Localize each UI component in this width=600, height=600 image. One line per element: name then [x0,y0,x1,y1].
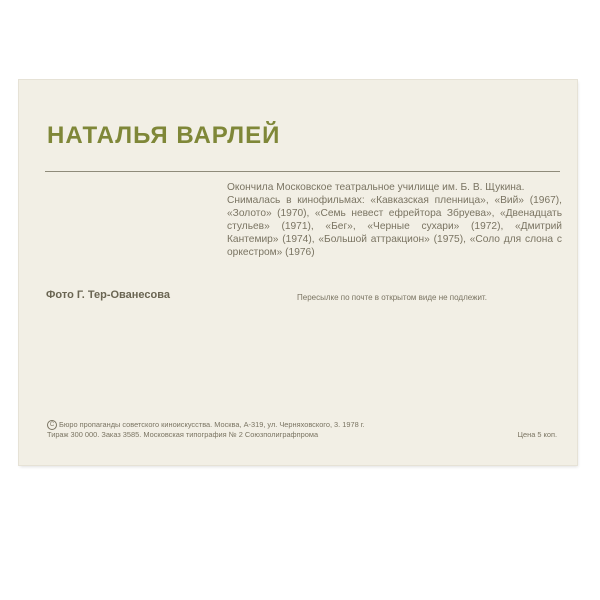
card-title: НАТАЛЬЯ ВАРЛЕЙ [47,122,281,149]
publisher-imprint [47,420,567,440]
postcard-back [19,80,577,465]
biography-text [227,181,562,259]
price-label: Цена 5 коп. [517,430,557,440]
copyright-icon: C [47,420,57,430]
divider-line [45,171,560,172]
imprint-print-text: Тираж 300 000. Заказ 3585. Московская типография № 2 Союзполиграфпрома [47,430,319,440]
imprint-line-print [47,430,567,440]
photo-credit: Фото Г. Тер-Ованесова [46,289,170,301]
biography-education: Окончила Московское театральное училище им. Б. В. Щукина. [227,182,525,193]
postal-note: Пересылке по почте в открытом виде не подлежит. [297,293,487,302]
imprint-line-publisher [47,420,567,430]
biography-filmography: Снималась в кинофильмах: «Кавказская пленница», «Вий» (1967), «Золото» (1970), «Семь невест ефрейтора Збруева», «Двенадцать стульев» (1971), «Бег», «Черные сухари» (1972), «Дмитрий Кантемир» (1974), «Большой аттракцион» (1975), «Соло для слона с оркестром» (1976) [227,195,562,258]
imprint-publisher-text: Бюро пропаганды советского киноискусства. Москва, А-319, ул. Черняховского, 3. 1978 г. [59,420,365,429]
